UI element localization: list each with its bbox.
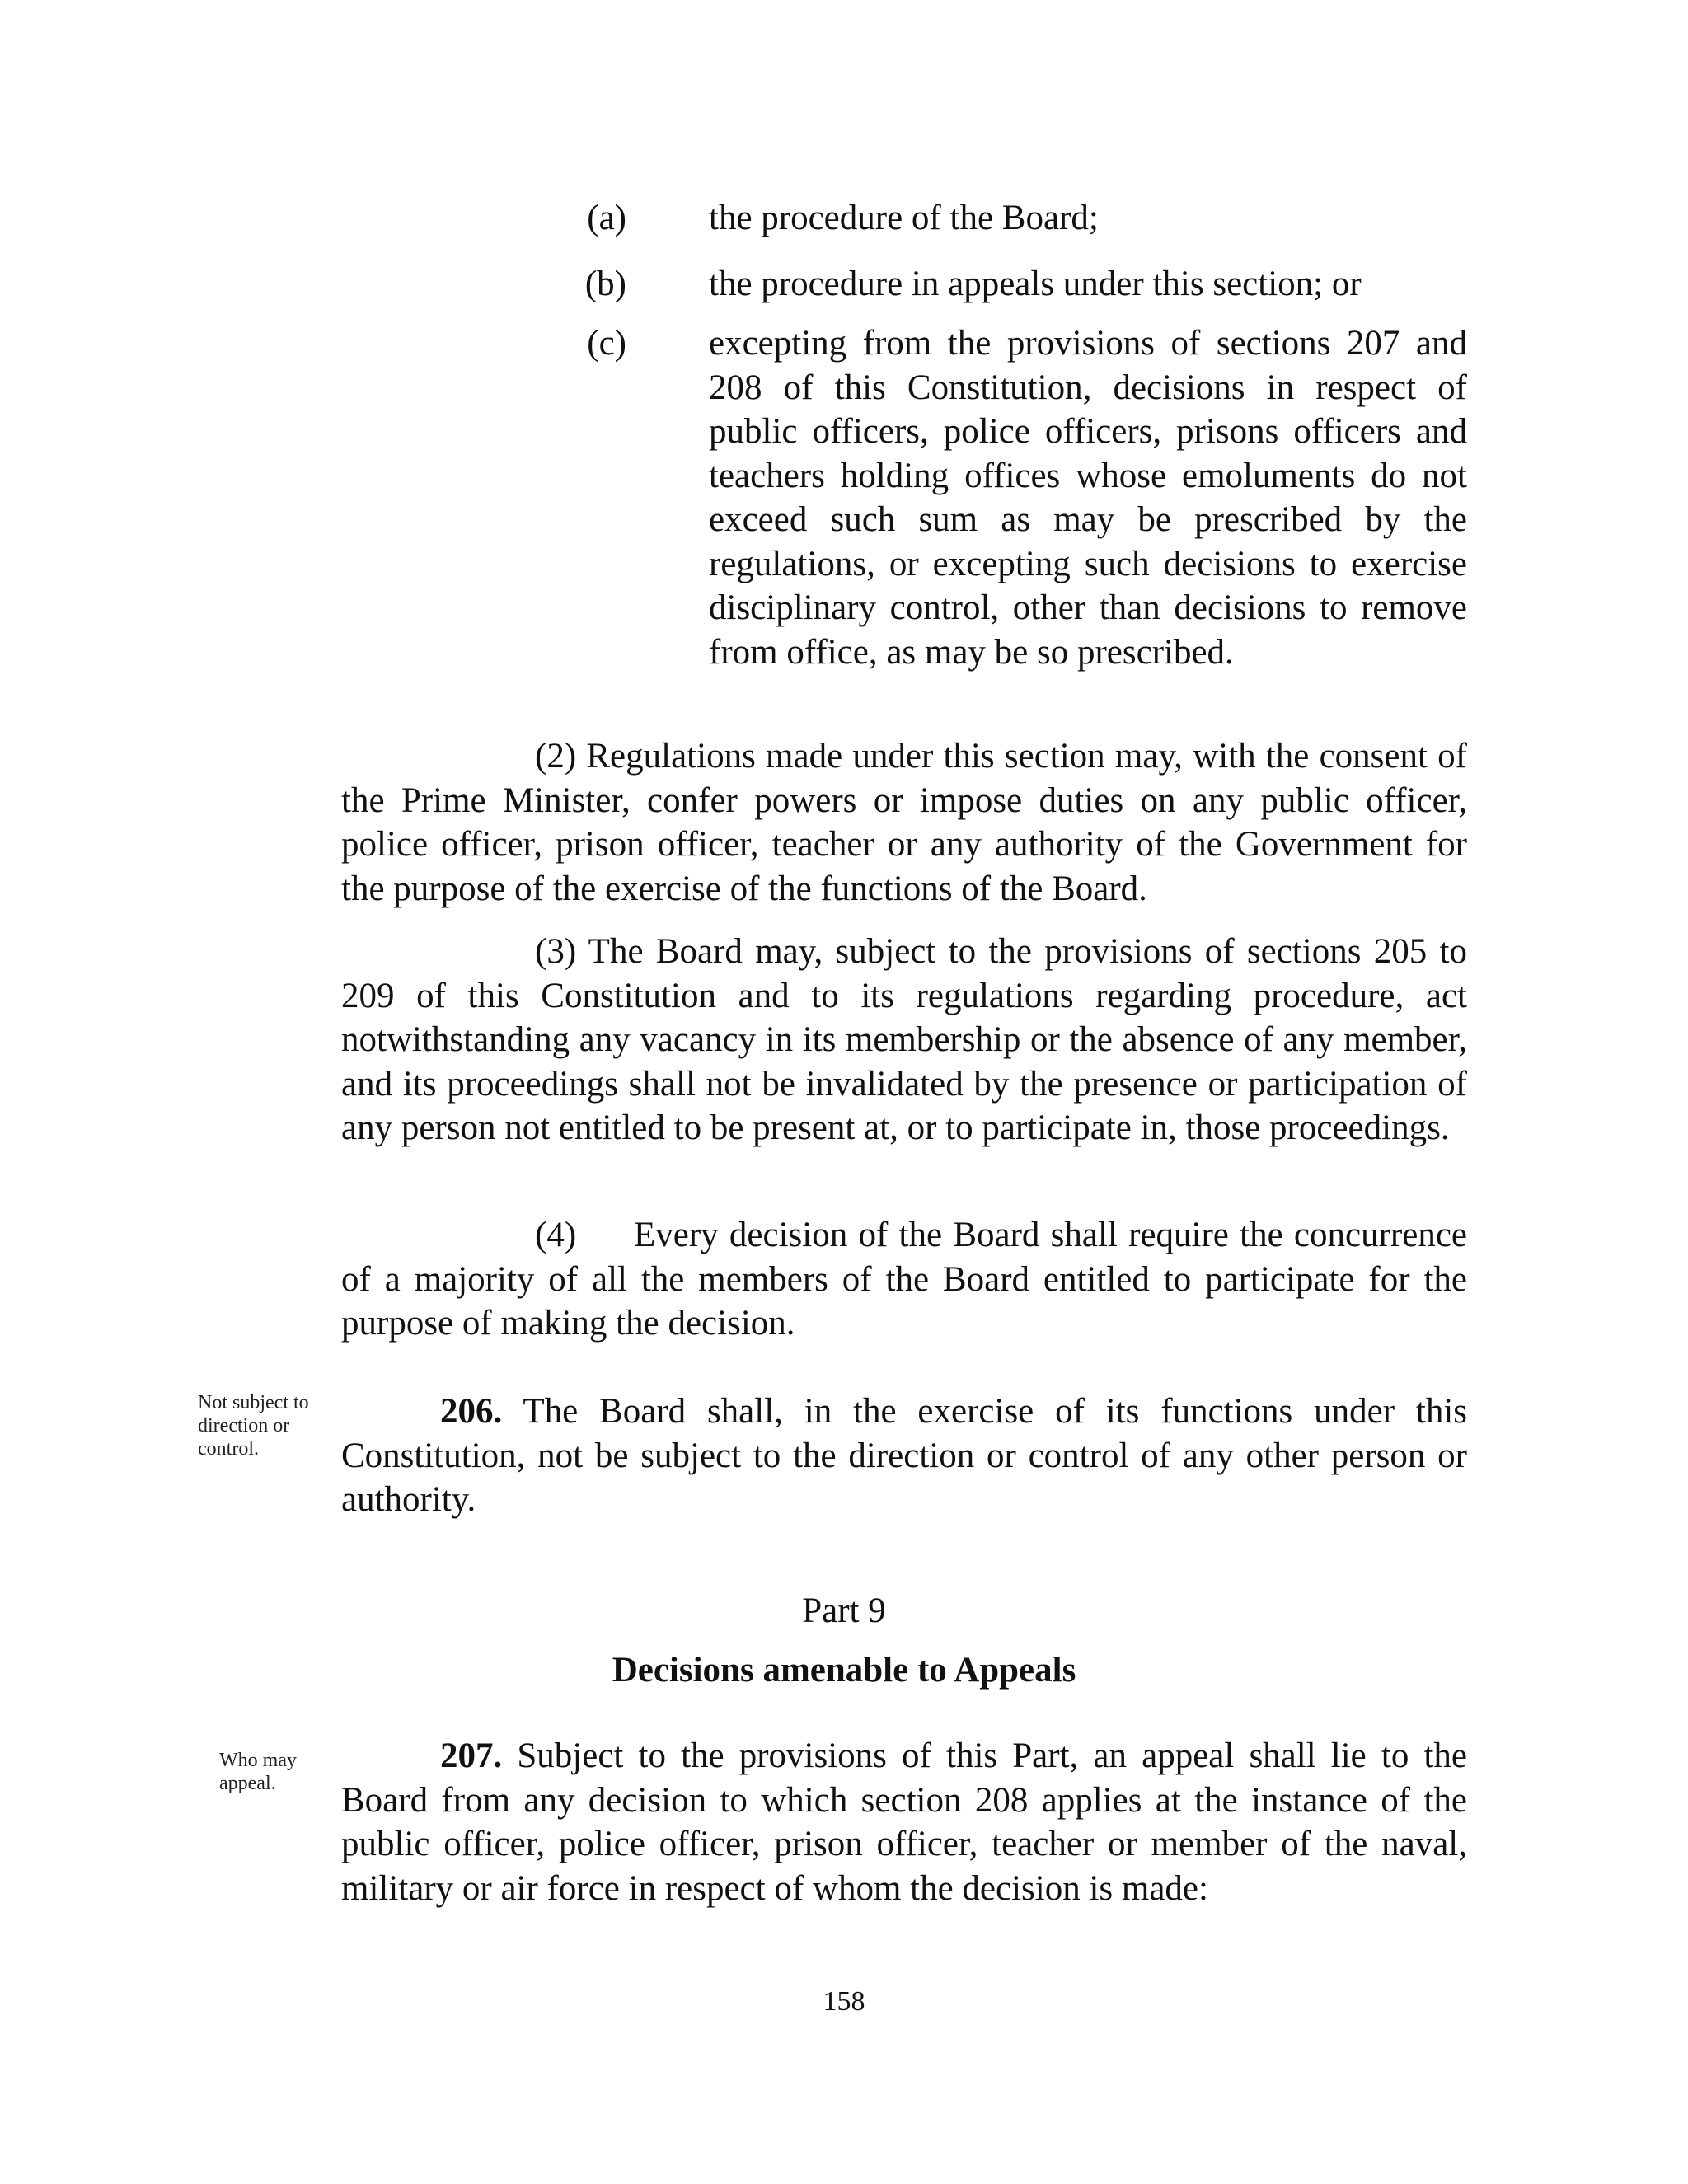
paragraph-text: (2) Regulations made under this section may, with the consent of the Prime Minister, confer powers or impose duties on any public officer, police officer, prison officer, teacher or any authority of the Government for the purpose of the exercise of the functions of the Board. — [341, 737, 1467, 908]
margin-note-206: Not subject to direction or control. — [198, 1392, 309, 1460]
paragraph-3 — [341, 930, 1467, 1151]
paragraph-number: (4) — [535, 1216, 577, 1254]
section-number: 206. — [440, 1392, 503, 1431]
section-number: 207. — [440, 1736, 503, 1775]
section-206 — [341, 1390, 1467, 1522]
list-item-text: excepting from the provisions of sections 207 and 208 of this Constitution, decisions in respect of public officers, police officers, prisons officers and teachers holding offices whose emoluments do not exceed such sum as may be prescribed by the regulations, or excepting such decisions to exercise disciplinary control, other than decisions to remove from office, as may be so prescribed. — [709, 324, 1467, 672]
page-number: 158 — [823, 1986, 865, 2017]
list-item-label: (a) — [587, 199, 626, 237]
list-item-label: (c) — [587, 324, 626, 363]
list-item-c — [587, 321, 1467, 674]
paragraph-4 — [341, 1213, 1467, 1346]
paragraph-text: Every decision of the Board shall require the concurrence of a majority of all the members of the Board entitled to participate for the purpose of making the decision. — [341, 1216, 1467, 1343]
paragraph-text: (3) The Board may, subject to the provisions of sections 205 to 209 of this Constitution and to its regulations regarding procedure, act notwithstanding any vacancy in its membership or the absence of any member, and its proceedings shall not be invalidated by the presence or participation of any person not entitled to be present at, or to participate in, those proceedings. — [341, 932, 1467, 1147]
paragraph-2 — [341, 734, 1467, 911]
section-207 — [341, 1734, 1467, 1910]
list-item-label: (b) — [584, 265, 626, 303]
part-label: Part 9 — [802, 1591, 886, 1630]
list-item-text: the procedure in appeals under this section; or — [709, 265, 1362, 303]
list-item-a — [587, 196, 1467, 241]
part-heading: Decisions amenable to Appeals — [612, 1651, 1076, 1690]
list-item-text: the procedure of the Board; — [709, 199, 1099, 237]
section-text: Subject to the provisions of this Part, an appeal shall lie to the Board from any decision to which section 208 applies at the instance of the public officer, police officer, prison officer, teacher or member of the naval, military or air force in respect of whom the decision is made: — [341, 1736, 1468, 1908]
margin-note-207: Who may appeal. — [219, 1750, 297, 1794]
section-text: The Board shall, in the exercise of its functions under this Constitution, not be subject to the direction or control of any other person or authority. — [341, 1392, 1467, 1519]
list-item-b — [584, 262, 1467, 307]
